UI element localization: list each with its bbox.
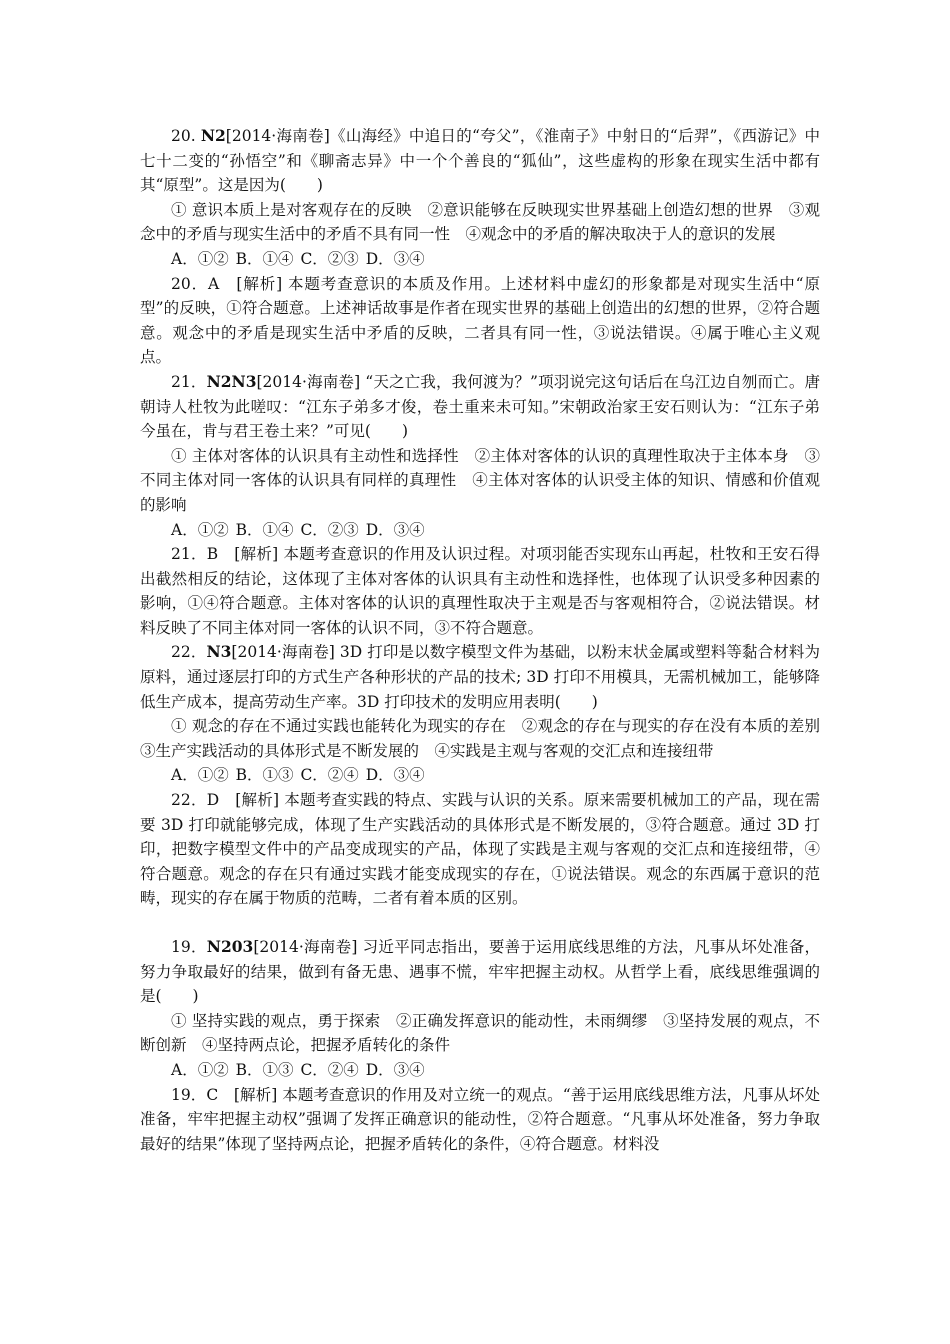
question-number: 19． (171, 938, 207, 956)
question-20-choices: A．①② B．①④ C．②③ D．③④ (171, 249, 425, 268)
question-21-items: ① 主体对客体的认识具有主动性和选择性 ②主体对客体的认识的真理性取决于主体本身 ③不同主体对同一客体的认识具有同样的真理性 ④主体对客体的认识受主体的知识、情感和价值观的影响 (140, 446, 820, 514)
question-text: [2014·海南卷] 习近平同志指出，要善于运用底线思维的方法，凡事从坏处准备，努力争取最好的结果，做到有备无患、遇事不慌，牢牢把握主动权。从哲学上看，底线思维强调的是( ) (140, 938, 820, 1006)
knowledge-code: N3 (206, 642, 232, 662)
question-20-stem (140, 124, 820, 198)
question-text: [2014·海南卷]《山海经》中追日的“夸父”，《淮南子》中射日的“后羿”，《西游记》中七十二变的“孙悟空”和《聊斋志异》中一个个善良的“狐仙”，这些虚构的形象在现实生活中都有其“原型”。这是因为( ) (140, 127, 820, 195)
question-21-choices: A．①② B．①④ C．②③ D．③④ (171, 520, 425, 539)
document-page (140, 124, 836, 1156)
question-22-stem (140, 640, 820, 714)
question-number: 21． (171, 372, 207, 391)
knowledge-code: N2 (200, 126, 226, 145)
question-text: [2014·海南卷] “天之亡我，我何渡为？”项羽说完这句话后在乌江边自刎而亡。唐朝诗人杜牧为此嗟叹：“江东子弟多才俊，卷土重来未可知。”宋朝政治家王安石则认为：“江东子弟今虽在，肯与君王卷土来？”可见( ) (140, 372, 820, 441)
knowledge-code: N2N3 (206, 371, 257, 391)
question-number: 22． (171, 643, 207, 662)
question-19-choices: A．①② B．①③ C．②④ D．③④ (171, 1060, 425, 1079)
section-gap (140, 911, 820, 935)
question-19-items: ① 坚持实践的观点，勇于探索 ②正确发挥意识的能动性，未雨绸缪 ③坚持发展的观点，不断创新 ④坚持两点论，把握矛盾转化的条件 (140, 1011, 820, 1055)
question-22-answer: 22．D [解析] 本题考查实践的特点、实践与认识的关系。原来需要机械加工的产品，现在需要 3D 打印就能够完成，体现了生产实践活动的具体形式是不断发展的，③符合题意。通过 3D 打印，把数字模型文件中的产品变成现实的产品，体现了实践是主观与客观的交汇点和连接纽带，④符合题意。观念的存在只有通过实践才能变成现实的存在，①说法错误。观念的东西属于意识的范畴，现实的存在属于物质的范畴，二者有着本质的区别。 (140, 791, 820, 908)
question-text: [2014·海南卷] 3D 打印是以数字模型文件为基础，以粉末状金属或塑料等黏合材料为原料，通过逐层打印的方式生产各种形状的产品的技术; 3D 打印不用模具，无需机械加工，能够降低生产成本，提高劳动生产率。3D 打印技术的发明应用表明( ) (140, 643, 820, 711)
question-22-items: ① 观念的存在不通过实践也能转化为现实的存在 ②观念的存在与现实的存在没有本质的差别 ③生产实践活动的具体形式是不断发展的 ④实践是主观与客观的交汇点和连接纽带 (140, 717, 836, 760)
question-19-answer: 19．C [解析] 本题考查意识的作用及对立统一的观点。“善于运用底线思维方法，凡事从坏处准备，牢牢把握主动权”强调了发挥正确意识的能动性，②符合题意。“凡事从坏处准备，努力争取最好的结果”体现了坚持两点论，把握矛盾转化的条件，④符合题意。材料没 (140, 1085, 820, 1153)
question-19-stem (140, 935, 820, 1009)
question-20-answer: 20．A [解析] 本题考查意识的本质及作用。上述材料中虚幻的形象都是对现实生活中“原型”的反映，①符合题意。上述神话故事是作者在现实世界的基础上创造出的幻想的世界，②符合题意。观念中的矛盾是现实生活中矛盾的反映，二者具有同一性，③说法错误。④属于唯心主义观点。 (140, 274, 820, 367)
question-21-stem (140, 370, 820, 444)
question-number: 20. (171, 127, 201, 145)
question-21-answer: 21．B [解析] 本题考查意识的作用及认识过程。对项羽能否实现东山再起，杜牧和王安石得出截然相反的结论，这体现了主体对客体的认识具有主动性和选择性，也体现了认识受多种因素的影响，①④符合题意。主体对客体的认识的真理性取决于主观是否与客观相符合，②说法错误。材料反映了不同主体对同一客体的认识不同，③不符合题意。 (140, 545, 820, 637)
question-22-choices: A．①② B．①③ C．②④ D．③④ (171, 766, 425, 785)
question-20-items: ① 意识本质上是对客观存在的反映 ②意识能够在反映现实世界基础上创造幻想的世界 ③观念中的矛盾与现实生活中的矛盾不具有同一性 ④观念中的矛盾的解决取决于人的意识的发展 (140, 200, 820, 244)
knowledge-code: N203 (206, 937, 254, 956)
